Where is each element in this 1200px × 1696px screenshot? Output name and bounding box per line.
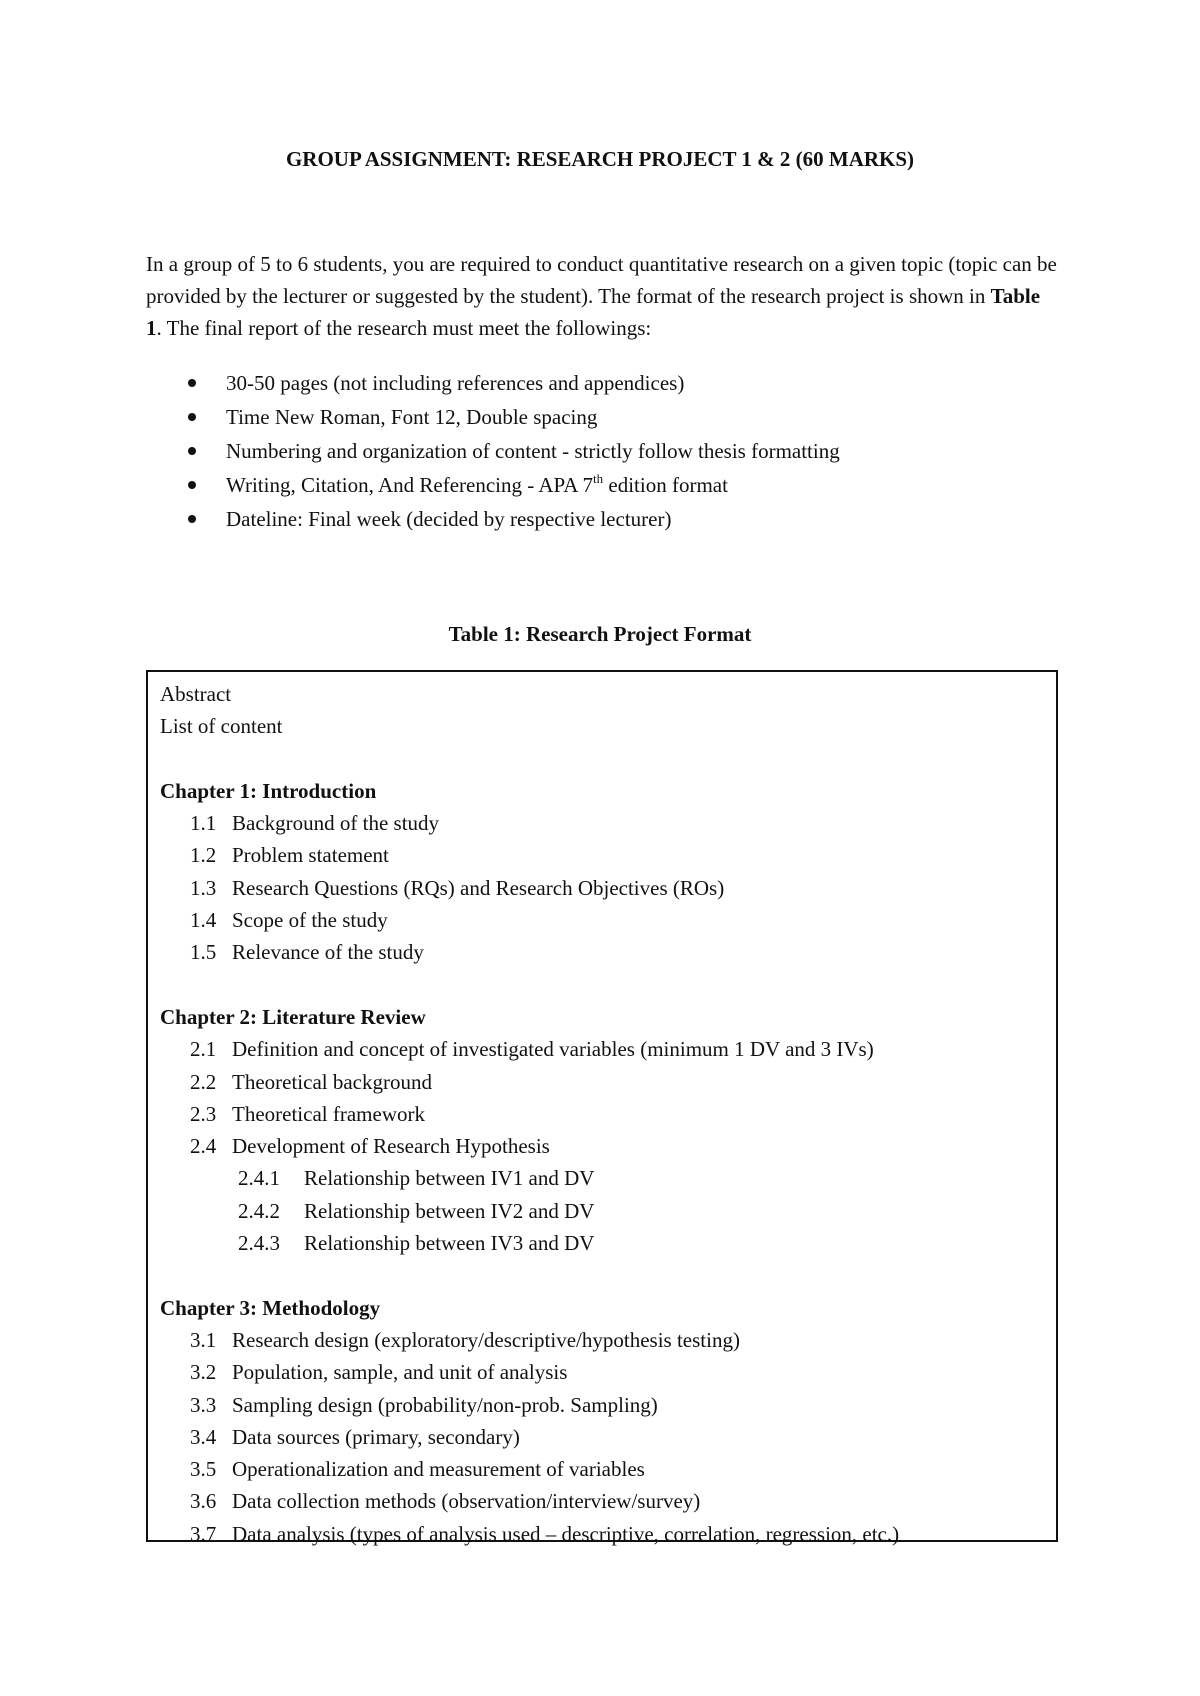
section-entry xyxy=(160,936,1044,968)
requirement-text: Dateline: Final week (decided by respective lecturer) xyxy=(226,507,672,531)
section-number: 3.2 xyxy=(190,1360,217,1385)
section-number: 1.4 xyxy=(190,908,217,933)
subsection-title: Relationship between IV1 and DV xyxy=(304,1166,595,1191)
section-entry xyxy=(160,1066,1044,1098)
section-number: 2.3 xyxy=(190,1101,217,1126)
section-title: Definition and concept of investigated variables (minimum 1 DV and 3 IVs) xyxy=(232,1037,874,1062)
section-number: 1.5 xyxy=(190,940,217,965)
requirement-item xyxy=(146,502,1061,536)
subsection-entry xyxy=(160,1227,1044,1259)
section-title: Problem statement xyxy=(232,843,389,868)
section-number: 3.3 xyxy=(190,1392,217,1417)
section-number: 3.7 xyxy=(190,1521,217,1546)
requirement-text: 30-50 pages (not including references and appendices) xyxy=(226,371,685,395)
section-title: Research design (exploratory/descriptive/hypothesis testing) xyxy=(232,1327,740,1352)
section-entry xyxy=(160,872,1044,904)
requirement-text: Numbering and organization of content - strictly follow thesis formatting xyxy=(226,439,840,463)
intro-text-1: In a group of 5 to 6 students, you are required to conduct quantitative research on a given topic (topic can be provided by the lecturer or suggested by the student). The format of the research project is shown in xyxy=(146,252,1057,308)
requirement-text-suffix: edition format xyxy=(603,473,728,497)
section-entry xyxy=(160,1485,1044,1517)
requirement-item xyxy=(146,434,1061,468)
list-of-content-entry: List of content xyxy=(160,714,283,739)
section-title: Background of the study xyxy=(232,811,440,836)
bullet-icon xyxy=(188,481,196,489)
section-number: 1.3 xyxy=(190,875,217,900)
section-entry xyxy=(160,1421,1044,1453)
section-number: 3.6 xyxy=(190,1489,217,1514)
section-entry xyxy=(160,807,1044,839)
chapter-1-heading: Chapter 1: Introduction xyxy=(160,778,377,803)
section-number: 2.1 xyxy=(190,1037,217,1062)
section-title: Population, sample, and unit of analysis xyxy=(232,1360,568,1385)
section-entry xyxy=(160,1518,1044,1550)
section-entry xyxy=(160,839,1044,871)
section-title: Theoretical background xyxy=(232,1069,432,1094)
abstract-entry: Abstract xyxy=(160,682,232,706)
section-number: 3.4 xyxy=(190,1424,217,1449)
document-title: GROUP ASSIGNMENT: RESEARCH PROJECT 1 & 2 (60 MARKS) xyxy=(285,147,915,171)
subsection-title: Relationship between IV3 and DV xyxy=(304,1231,595,1256)
bullet-icon xyxy=(188,515,196,523)
bullet-icon xyxy=(188,379,196,387)
section-entry xyxy=(160,1356,1044,1388)
section-entry xyxy=(160,1324,1044,1356)
section-entry xyxy=(160,1130,1044,1162)
requirement-item xyxy=(146,400,1061,434)
requirements-list xyxy=(146,366,1061,536)
section-entry xyxy=(160,904,1044,936)
subsection-number: 2.4.1 xyxy=(238,1166,280,1191)
section-number: 1.1 xyxy=(190,811,217,836)
subsection-entry xyxy=(160,1195,1044,1227)
table-caption: Table 1: Research Project Format xyxy=(448,622,752,646)
section-number: 3.5 xyxy=(190,1457,217,1482)
section-number: 3.1 xyxy=(190,1327,217,1352)
section-entry xyxy=(160,1389,1044,1421)
subsection-entry xyxy=(160,1162,1044,1194)
subsection-number: 2.4.3 xyxy=(238,1231,280,1256)
requirement-text: Writing, Citation, And Referencing - APA 7 xyxy=(226,473,594,497)
section-number: 1.2 xyxy=(190,843,217,868)
chapter-3-heading: Chapter 3: Methodology xyxy=(160,1295,381,1320)
chapter-2-heading: Chapter 2: Literature Review xyxy=(160,1004,426,1029)
research-format-table xyxy=(146,670,1058,1546)
intro-paragraph xyxy=(146,248,1061,344)
section-title: Theoretical framework xyxy=(232,1101,425,1126)
requirement-item xyxy=(146,468,1061,502)
section-title: Operationalization and measurement of variables xyxy=(232,1457,645,1482)
subsection-number: 2.4.2 xyxy=(238,1198,280,1223)
requirement-text: Time New Roman, Font 12, Double spacing xyxy=(226,405,598,429)
section-title: Research Questions (RQs) and Research Objectives (ROs) xyxy=(232,875,725,900)
superscript: th xyxy=(593,471,604,486)
section-title: Sampling design (probability/non-prob. Sampling) xyxy=(232,1392,658,1417)
bullet-icon xyxy=(188,447,196,455)
section-entry xyxy=(160,1453,1044,1485)
intro-text-2: . The final report of the research must meet the followings: xyxy=(156,316,652,340)
subsection-title: Relationship between IV2 and DV xyxy=(304,1198,595,1223)
section-number: 2.2 xyxy=(190,1069,217,1094)
section-entry xyxy=(160,1098,1044,1130)
section-title: Scope of the study xyxy=(232,908,388,933)
section-title: Relevance of the study xyxy=(232,940,424,965)
section-title: Data sources (primary, secondary) xyxy=(232,1424,520,1449)
section-title: Data analysis (types of analysis used – descriptive, correlation, regression, etc.) xyxy=(232,1521,900,1546)
requirement-item xyxy=(146,366,1061,400)
section-title: Development of Research Hypothesis xyxy=(232,1134,550,1159)
table-reference: Table 1 xyxy=(146,284,1041,340)
section-number: 2.4 xyxy=(190,1134,217,1159)
section-title: Data collection methods (observation/interview/survey) xyxy=(232,1489,701,1514)
section-entry xyxy=(160,1033,1044,1065)
bullet-icon xyxy=(188,413,196,421)
